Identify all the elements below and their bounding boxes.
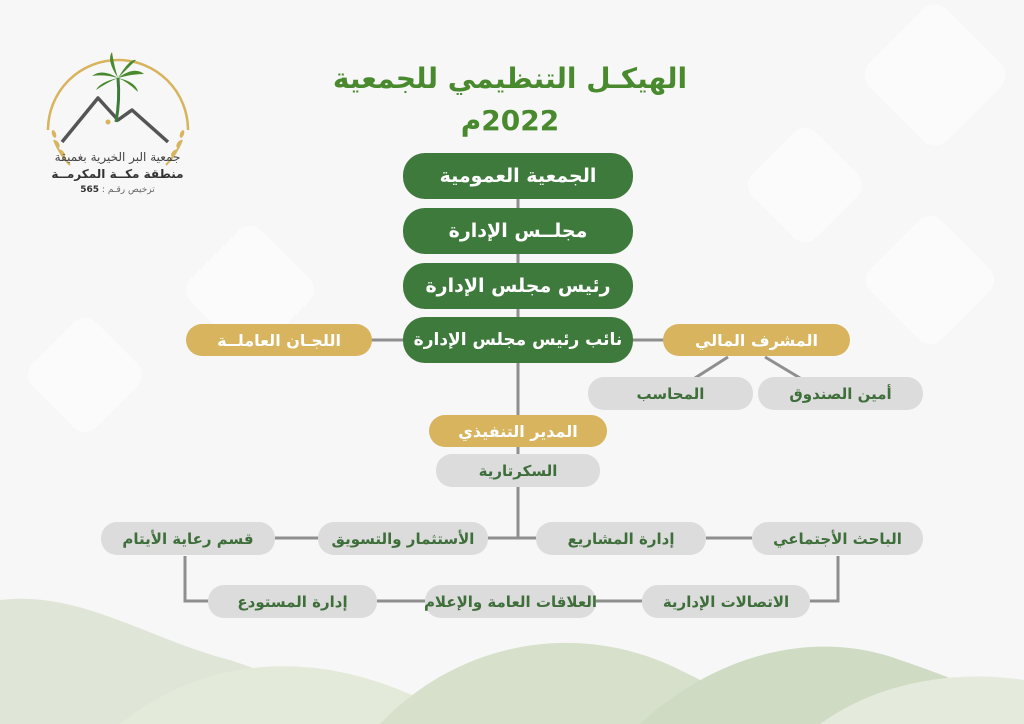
node-board-chair: رئيس مجلس الإدارة bbox=[403, 263, 633, 309]
node-warehouse-management: إدارة المستودع bbox=[208, 585, 377, 618]
node-social-researcher: الباحث الأجتماعي bbox=[752, 522, 923, 555]
node-working-committees: اللجـان العاملــة bbox=[186, 324, 372, 356]
node-accountant: المحاسب bbox=[588, 377, 753, 410]
node-general-assembly: الجمعية العمومية bbox=[403, 153, 633, 199]
node-financial-supervisor: المشرف المالي bbox=[663, 324, 850, 356]
page-title-year: 2022م bbox=[460, 104, 560, 137]
logo-name-line1: جمعية البر الخيرية بغميقة bbox=[54, 150, 181, 164]
logo-license-label: ترخيص رقـم : bbox=[101, 185, 155, 195]
node-secretariat: السكرتارية bbox=[436, 454, 600, 487]
node-board-vice-chair: نائب رئيس مجلس الإدارة bbox=[403, 317, 633, 363]
page-title: الهيكـل التنظيمي للجمعية bbox=[332, 62, 688, 95]
node-admin-communications: الاتصالات الإدارية bbox=[642, 585, 810, 618]
node-board: مجلــس الإدارة bbox=[403, 208, 633, 254]
node-orphan-care: قسم رعاية الأيتام bbox=[101, 522, 275, 555]
node-executive-director: المدير التنفيذي bbox=[429, 415, 607, 447]
logo-name-line2: منطقة مكــة المكرمــة bbox=[51, 167, 184, 181]
node-projects-management: إدارة المشاريع bbox=[536, 522, 706, 555]
node-public-relations: العلاقات العامة والإعلام bbox=[425, 585, 596, 618]
node-investment-marketing: الأستثمار والتسويق bbox=[318, 522, 488, 555]
node-treasurer: أمين الصندوق bbox=[758, 377, 923, 410]
logo-license-number: 565 bbox=[80, 185, 100, 195]
